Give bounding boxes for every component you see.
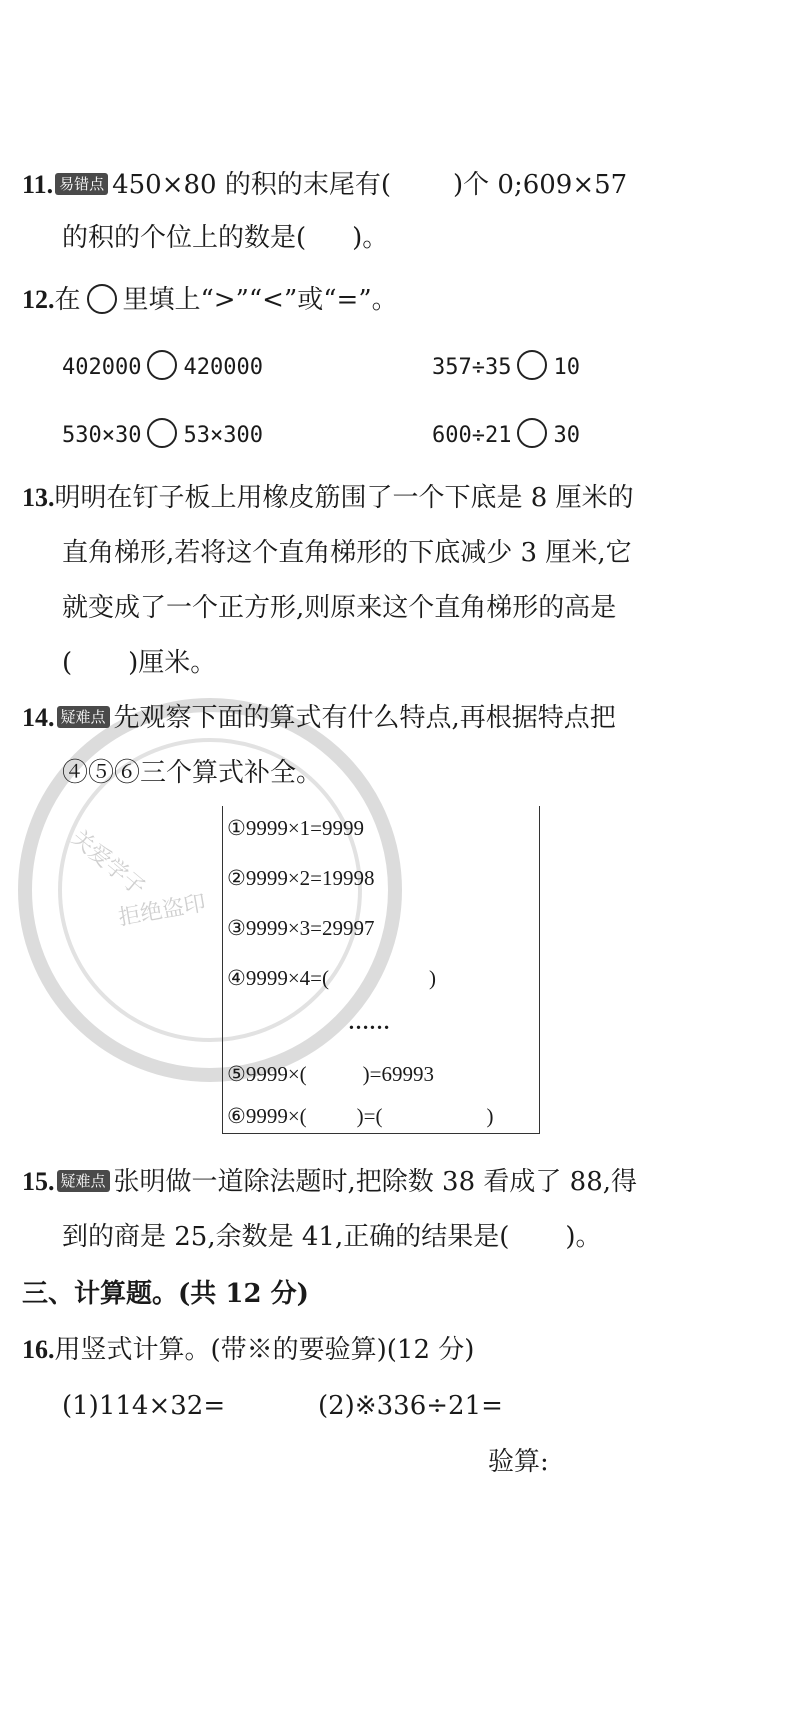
q13-paren-close: )厘米。	[128, 648, 217, 678]
q13-number: 13.	[22, 483, 55, 512]
q14-tag: 疑难点	[57, 706, 110, 728]
equation-box	[222, 806, 540, 1134]
q15-line1	[22, 1165, 637, 1199]
q13-line3: 就变成了一个正方形,则原来这个直角梯形的高是	[62, 593, 617, 623]
q12-item-1-circle[interactable]	[147, 350, 177, 380]
q13-text-1: 明明在钉子板上用橡皮筋围了一个下底是 8 厘米的	[54, 483, 634, 513]
eq-5-b: )=69993	[362, 1062, 435, 1086]
q11-line1	[22, 168, 627, 202]
eq-5	[227, 1062, 434, 1087]
q16-part-2: (2)※336÷21=	[318, 1391, 503, 1421]
q14-number: 14.	[22, 703, 55, 732]
q12-item-3-left: 530×30	[62, 423, 142, 448]
q12-item-4-circle[interactable]	[517, 418, 547, 448]
q15-line2	[62, 1220, 602, 1254]
eq-dots: ……	[348, 1010, 390, 1034]
eq-4	[227, 966, 436, 991]
q16-check-label: 验算:	[488, 1447, 549, 1477]
watermark-text-1: 关爱学子	[66, 825, 150, 902]
q12-item-4-right: 30	[553, 423, 580, 448]
q12-number: 12.	[22, 285, 55, 314]
q12-item-3-right: 53×300	[183, 423, 263, 448]
q13-paren-open: (	[62, 648, 73, 678]
q13-line4	[62, 646, 216, 680]
q12-item-4	[432, 418, 580, 453]
q11-number: 11.	[22, 170, 54, 199]
q11-text-b: )个 0;609×57	[453, 170, 628, 200]
watermark-text-2: 拒绝盗印	[116, 891, 208, 931]
q11-tag: 易错点	[55, 173, 108, 195]
q15-text-2: 到的商是 25,余数是 41,正确的结果是(	[62, 1222, 510, 1252]
eq-6	[227, 1104, 494, 1129]
eq-5-a: ⑤9999×(	[227, 1062, 307, 1086]
eq-6-c: )	[486, 1104, 494, 1128]
q12-item-2	[432, 350, 580, 385]
eq-6-a: ⑥9999×(	[227, 1104, 307, 1128]
circle-icon	[87, 284, 117, 314]
q12-item-4-left: 600÷21	[432, 423, 512, 448]
q11-text-a: 450×80 的积的末尾有(	[112, 170, 391, 200]
q12-item-2-circle[interactable]	[517, 350, 547, 380]
q13-line2: 直角梯形,若将这个直角梯形的下底减少 3 厘米,它	[62, 538, 632, 568]
q16-part-1: (1)114×32=	[62, 1391, 226, 1421]
q12-item-3-circle[interactable]	[147, 418, 177, 448]
q15-text-3: )。	[565, 1222, 602, 1252]
q11-text-d: )。	[352, 223, 389, 253]
q12-item-3	[62, 418, 263, 453]
q12-item-2-right: 10	[553, 355, 580, 380]
q11-text-c: 的积的个位上的数是(	[62, 223, 307, 253]
q13-line1	[22, 481, 634, 515]
eq-2: ②9999×2=19998	[227, 866, 375, 890]
q15-text-1: 张明做一道除法题时,把除数 38 看成了 88,得	[113, 1167, 638, 1197]
q16-line1	[22, 1333, 474, 1367]
eq-3: ③9999×3=29997	[227, 916, 375, 940]
q15-tag: 疑难点	[57, 1170, 110, 1192]
q12-item-2-left: 357÷35	[432, 355, 512, 380]
q14-line2: ④⑤⑥三个算式补全。	[62, 758, 323, 788]
q12-item-1-left: 402000	[62, 355, 142, 380]
section-3-title: 三、计算题。(共 12 分)	[22, 1279, 309, 1309]
q14-text-1: 先观察下面的算式有什么特点,再根据特点把	[113, 703, 616, 733]
q12-item-1	[62, 350, 263, 385]
q16-number: 16.	[22, 1335, 55, 1364]
q12-lead: 在	[54, 285, 81, 315]
eq-1: ①9999×1=9999	[227, 816, 365, 840]
q16-text: 用竖式计算。(带※的要验算)(12 分)	[54, 1335, 475, 1365]
q11-line2	[62, 221, 388, 255]
q12-rest: 里填上“>”“<”或“=”。	[122, 285, 398, 315]
q12-item-1-right: 420000	[183, 355, 263, 380]
eq-6-b: )=(	[356, 1104, 383, 1128]
q14-line1	[22, 701, 616, 735]
q15-number: 15.	[22, 1167, 55, 1196]
eq-4-a: ④9999×4=(	[227, 966, 330, 990]
q12-line1	[22, 283, 398, 317]
eq-4-b: )	[429, 966, 437, 990]
